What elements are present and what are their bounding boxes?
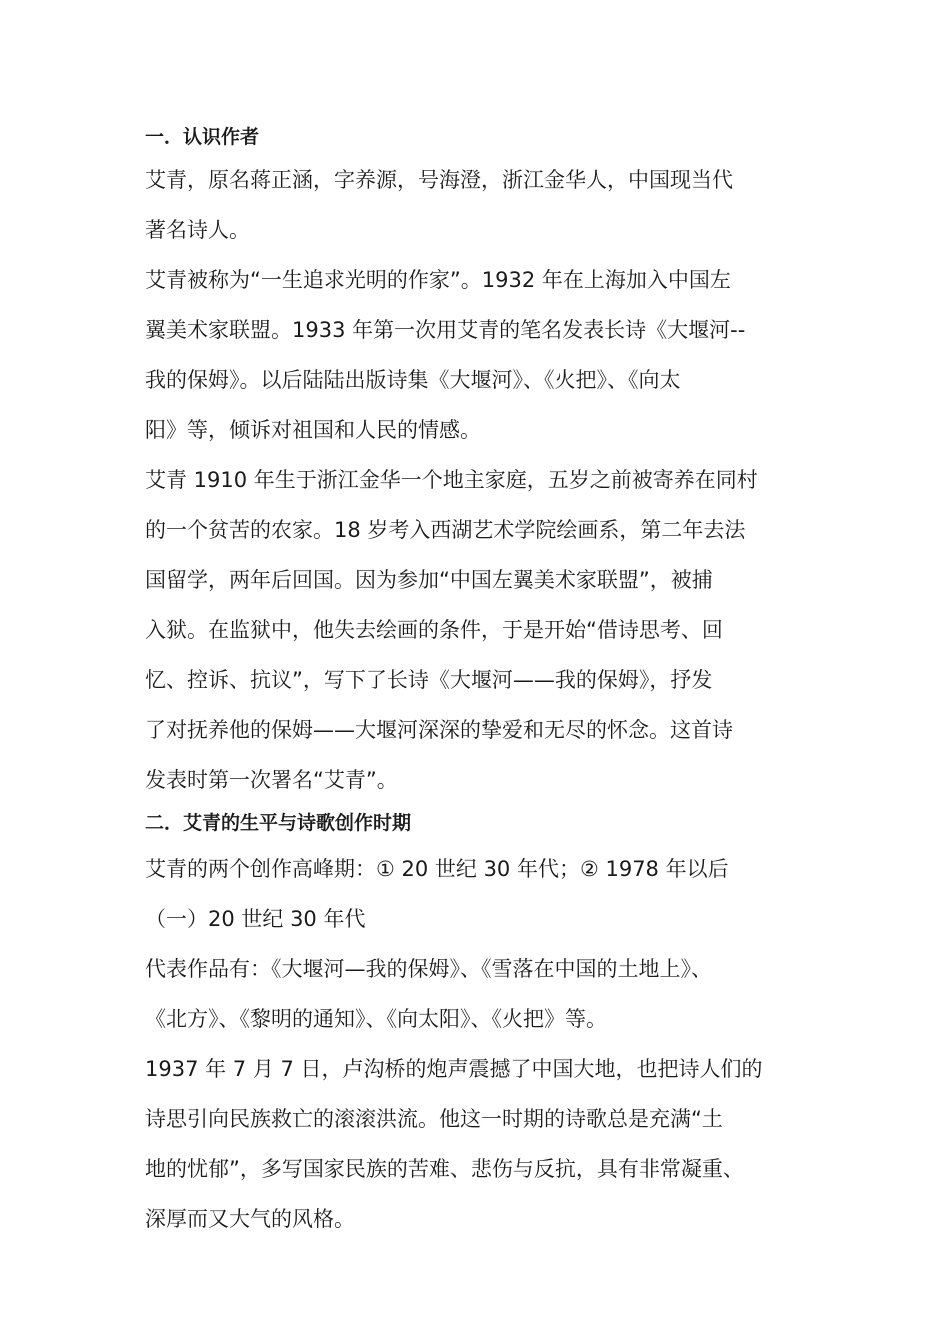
text-line: 翼美术家联盟。1933 年第一次用艾青的笔名发表长诗《大堰河--	[145, 318, 746, 342]
text-line: 了对抚养他的保姆——大堰河深深的挚爱和无尽的怀念。这首诗	[145, 718, 733, 742]
text-line: 国留学，两年后回国。因为参加“中国左翼美术家联盟”，被捕	[145, 568, 713, 592]
text-line: 忆、控诉、抗议”，写下了长诗《大堰河——我的保姆》，抒发	[145, 668, 713, 692]
text-line: 艾青 1910 年生于浙江金华一个地主家庭，五岁之前被寄养在同村	[145, 468, 758, 492]
text-line: 艾青的两个创作高峰期：① 20 世纪 30 年代；② 1978 年以后	[145, 857, 729, 881]
text-line: 1937 年 7 月 7 日，卢沟桥的炮声震撼了中国大地，也把诗人们的	[145, 1057, 763, 1081]
text-line: 代表作品有：《大堰河—我的保姆》、《雪落在中国的土地上》、	[145, 957, 712, 981]
text-line: 入狱。在监狱中，他失去绘画的条件，于是开始“借诗思考、回	[145, 618, 723, 642]
text-line: 艾青被称为“一生追求光明的作家”。1932 年在上海加入中国左	[145, 268, 731, 292]
creative-peaks-line	[145, 844, 825, 894]
section-1-heading: 一．认识作者	[145, 126, 260, 148]
author-biography-paragraph	[145, 455, 825, 805]
text-line: 我的保姆》。以后陆陆出版诗集《大堰河》、《火把》、《向太	[145, 368, 681, 392]
representative-works-paragraph	[145, 944, 825, 1044]
text-line: 阳》等，倾诉对祖国和人民的情感。	[145, 418, 481, 442]
text-line: 地的忧郁”，多写国家民族的苦难、悲伤与反抗，具有非常凝重、	[145, 1157, 744, 1181]
subsection-title: （一）20 世纪 30 年代	[145, 907, 366, 931]
text-line: 诗思引向民族救亡的滚滚洪流。他这一时期的诗歌总是充满“土	[145, 1107, 723, 1131]
text-line: 的一个贫苦的农家。18 岁考入西湖艺术学院绘画系，第二年去法	[145, 518, 746, 542]
text-line: 深厚而又大气的风格。	[145, 1207, 355, 1231]
subsection-heading	[145, 894, 825, 944]
text-line: 发表时第一次署名“艾青”。	[145, 768, 398, 792]
author-intro-paragraph	[145, 155, 825, 255]
text-line: 《北方》、《黎明的通知》、《向太阳》、《火把》等。	[145, 1007, 607, 1031]
historical-context-paragraph	[145, 1044, 825, 1244]
section-2-heading: 二．艾青的生平与诗歌创作时期	[145, 812, 412, 834]
text-line: 著名诗人。	[145, 218, 250, 242]
text-line: 艾青，原名蒋正涵，字养源，号海澄，浙江金华人，中国现当代	[145, 168, 733, 192]
document-page	[145, 122, 825, 1244]
author-career-paragraph	[145, 255, 825, 455]
